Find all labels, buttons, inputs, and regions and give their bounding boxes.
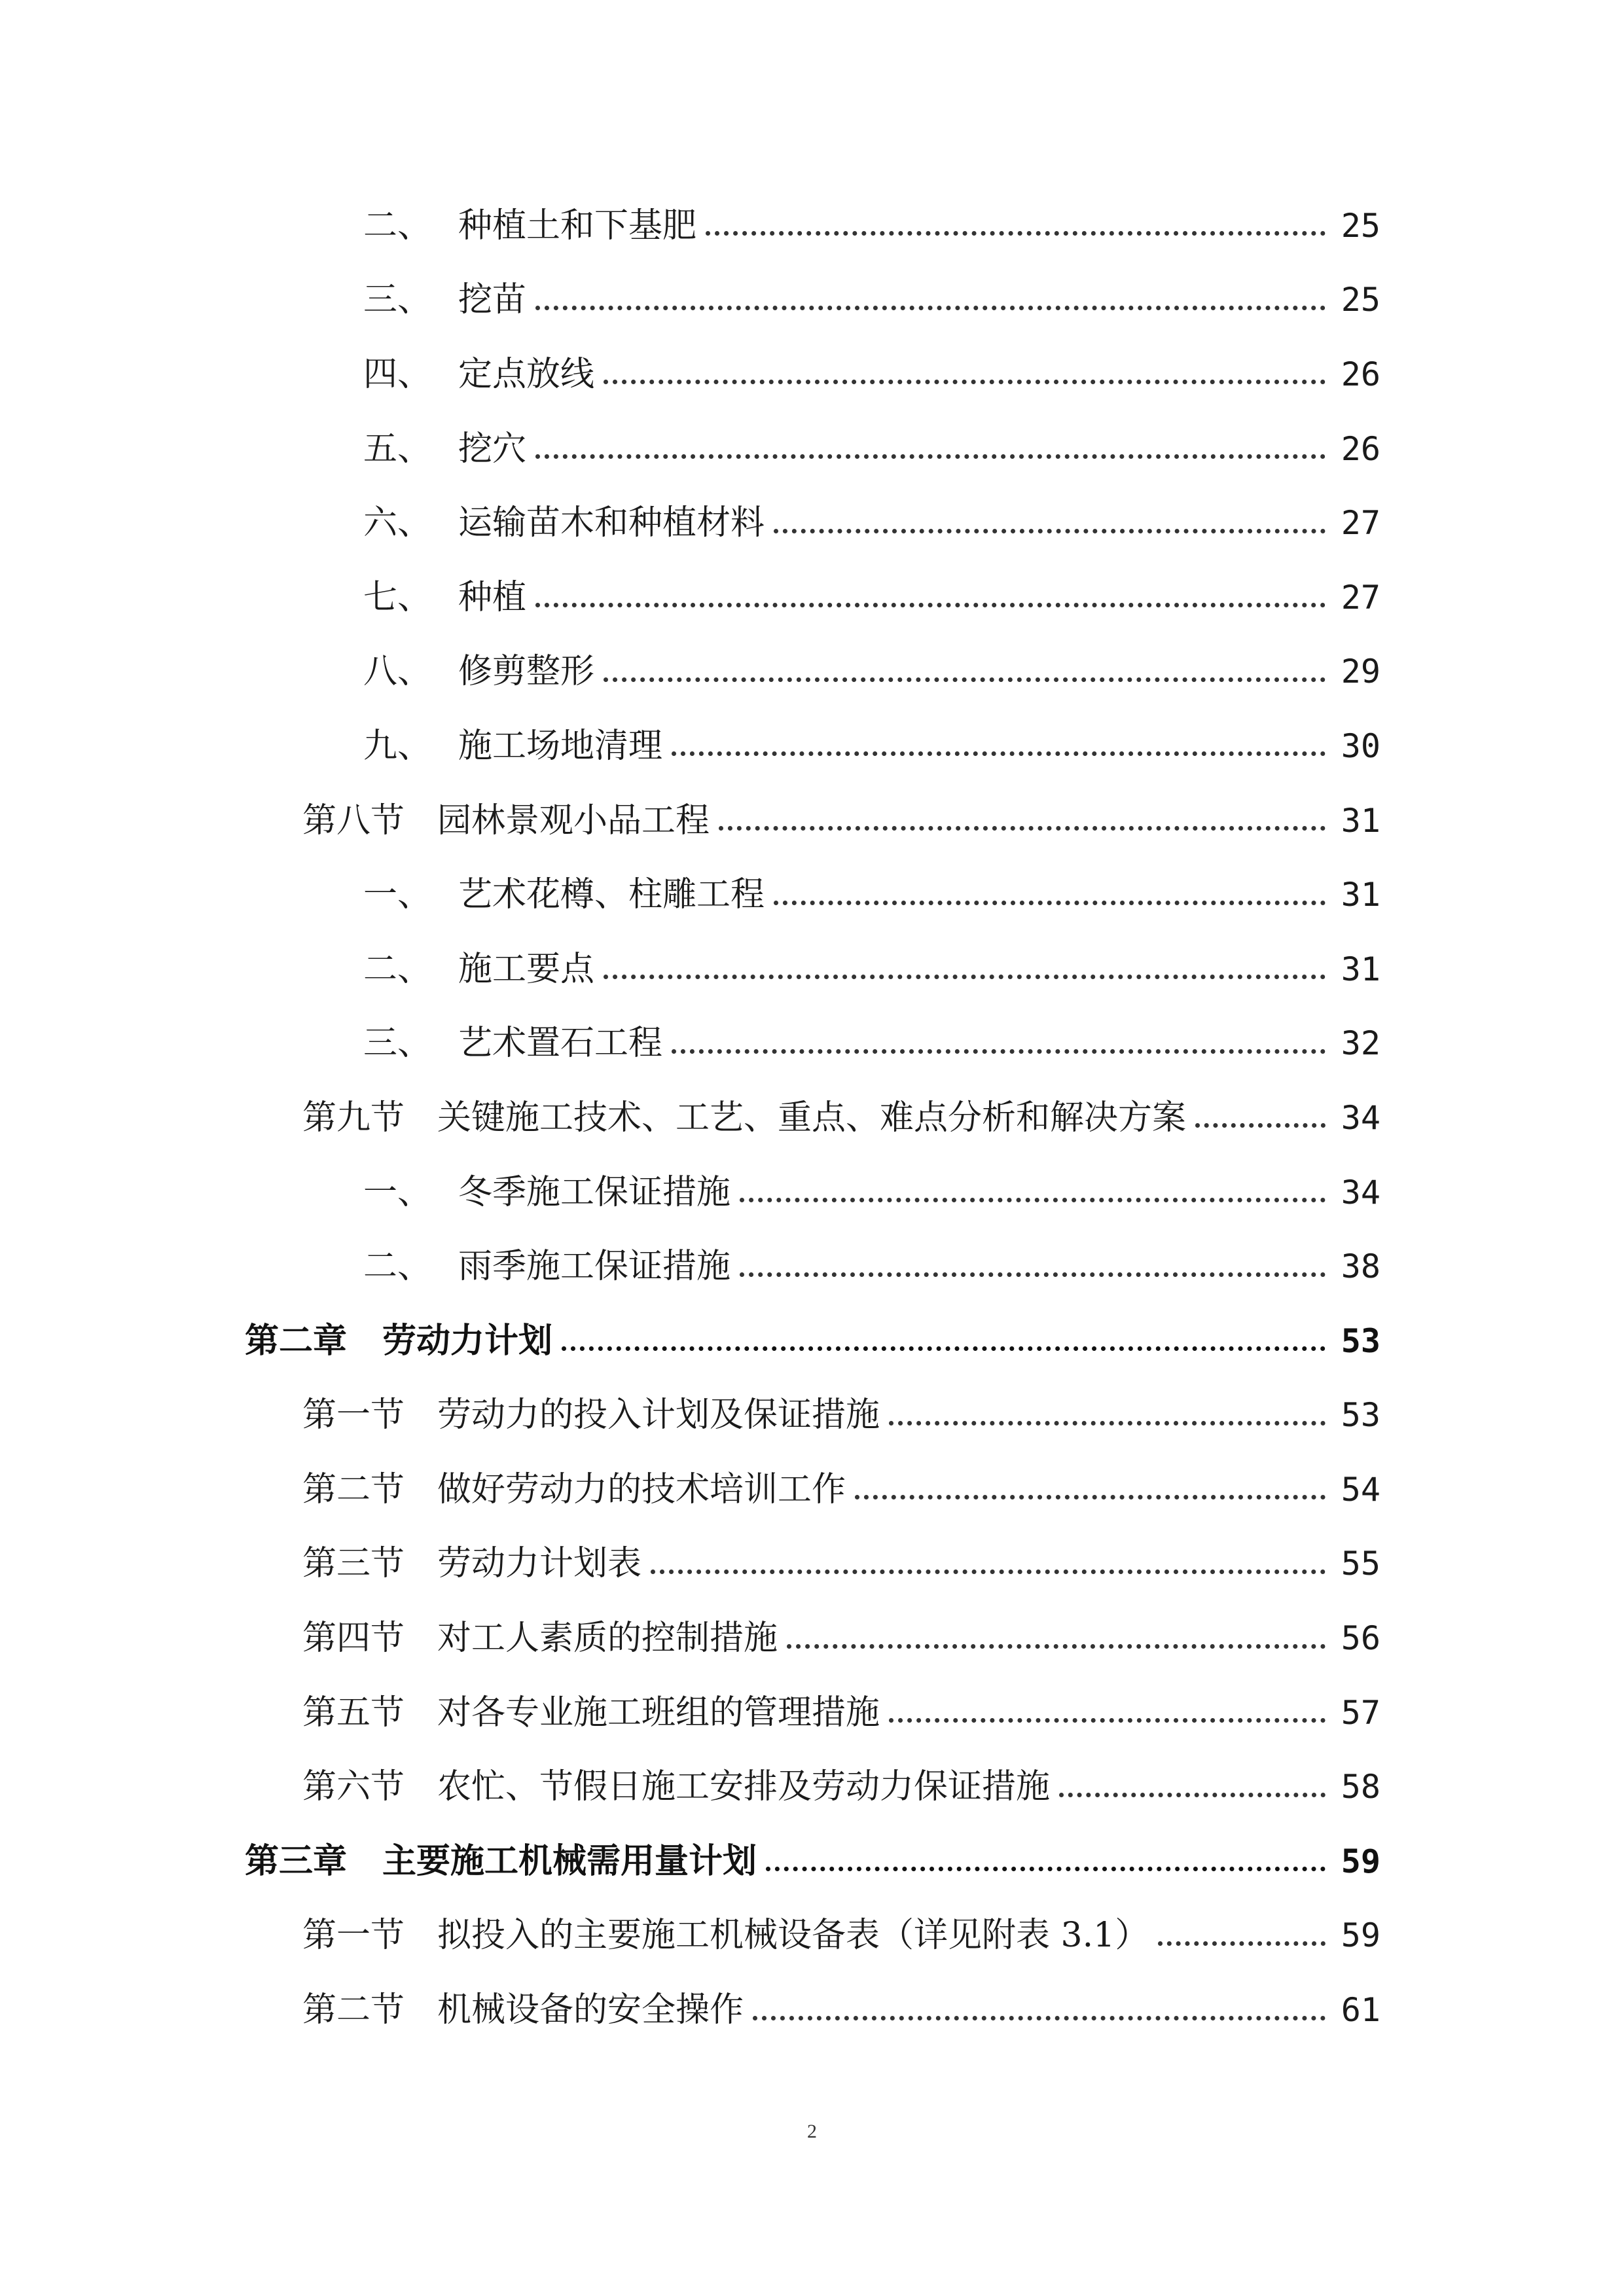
toc-entry-number: 第九节 (302, 1098, 405, 1138)
toc-entry-title[interactable]: 农忙、节假日施工安排及劳动力保证措施 (437, 1767, 1051, 1807)
toc-entry-number: 七、 (363, 577, 432, 617)
toc-entry[interactable] (0, 709, 1624, 783)
toc-entry[interactable] (0, 263, 1624, 338)
toc-entry-title[interactable]: 艺术花樽、柱雕工程 (458, 875, 765, 915)
dot-leader (535, 603, 1326, 607)
toc-entry[interactable] (0, 1601, 1624, 1676)
dot-leader (535, 306, 1326, 310)
toc-entry-title[interactable]: 种植 (458, 577, 527, 617)
dot-leader (719, 826, 1326, 831)
toc-entry-title[interactable]: 挖穴 (458, 429, 527, 469)
toc-entry-number: 三、 (363, 1024, 432, 1064)
toc-entry-number: 第三节 (302, 1544, 405, 1584)
toc-entry-number: 二、 (363, 206, 432, 245)
dot-leader (787, 1644, 1326, 1649)
dot-leader (1195, 1123, 1326, 1128)
toc-entry[interactable] (0, 560, 1624, 635)
toc-entry-title[interactable]: 对工人素质的控制措施 (437, 1619, 778, 1659)
toc-entry[interactable] (0, 1229, 1624, 1304)
toc-entry[interactable] (0, 1007, 1624, 1081)
toc-entry-number: 第一节 (302, 1916, 405, 1956)
toc-entry[interactable] (0, 1378, 1624, 1453)
toc-entry-title[interactable]: 施工要点 (458, 949, 595, 989)
dot-leader (753, 2016, 1326, 2020)
dot-leader (855, 1495, 1326, 1499)
toc-entry-number: 五、 (363, 429, 432, 469)
toc-entry[interactable] (0, 337, 1624, 412)
toc-entry[interactable] (0, 932, 1624, 1007)
toc-entry-page: 34 (1341, 1098, 1380, 1137)
toc-entry-page: 31 (1341, 801, 1380, 840)
toc-entry-title[interactable]: 修剪整形 (458, 652, 595, 692)
toc-entry-page: 30 (1341, 726, 1380, 765)
toc-entry-page: 26 (1341, 355, 1380, 393)
toc-entry-page: 32 (1341, 1024, 1380, 1063)
toc-entry-title[interactable]: 挖苗 (458, 280, 527, 320)
dot-leader (651, 1570, 1326, 1574)
toc-entry-page: 56 (1341, 1619, 1380, 1658)
toc-entry-number: 二、 (363, 1247, 432, 1287)
toc-entry-page: 57 (1341, 1693, 1380, 1732)
toc-entry[interactable] (0, 1081, 1624, 1155)
toc-entry-page: 25 (1341, 281, 1380, 319)
toc-entry-title[interactable]: 拟投入的主要施工机械设备表（详见附表 3.1） (437, 1916, 1149, 1956)
toc-entry[interactable] (0, 412, 1624, 486)
dot-leader (604, 975, 1326, 979)
dot-leader (562, 1346, 1326, 1351)
toc-entry-number: 第八节 (302, 800, 405, 840)
dot-leader (604, 677, 1326, 682)
toc-entry-page: 25 (1341, 206, 1380, 245)
toc-entry-number: 一、 (363, 1172, 432, 1212)
dot-leader (1158, 1941, 1326, 1946)
toc-entry-page: 58 (1341, 1768, 1380, 1806)
toc-entry[interactable] (0, 783, 1624, 858)
toc-entry[interactable] (0, 1824, 1624, 1899)
dot-leader (604, 380, 1326, 384)
toc-entry-page: 27 (1341, 504, 1380, 543)
toc-entry[interactable] (0, 635, 1624, 709)
toc-entry-title[interactable]: 施工场地清理 (458, 726, 663, 766)
toc-entry-page: 38 (1341, 1247, 1380, 1286)
toc-entry-title[interactable]: 劳动力的投入计划及保证措施 (437, 1395, 880, 1435)
toc-entry-page: 31 (1341, 950, 1380, 988)
dot-leader (774, 901, 1326, 905)
toc-entry-number: 八、 (363, 652, 432, 692)
toc-entry-page: 54 (1341, 1470, 1380, 1509)
toc-entry-page: 61 (1341, 1991, 1380, 2030)
toc-entry-title[interactable]: 机械设备的安全操作 (437, 1990, 744, 2030)
toc-entry-title[interactable]: 运输苗木和种植材料 (458, 503, 765, 543)
dot-leader (535, 454, 1326, 459)
toc-entry-title[interactable]: 主要施工机械需用量计划 (382, 1840, 757, 1881)
dot-leader (766, 1867, 1326, 1871)
toc-entry-title[interactable]: 雨季施工保证措施 (458, 1247, 731, 1287)
toc-entry-number: 三、 (363, 280, 432, 320)
toc-entry-title[interactable]: 定点放线 (458, 354, 595, 394)
toc-entry[interactable] (0, 188, 1624, 263)
dot-leader (1059, 1793, 1326, 1797)
page-number: 2 (807, 2121, 817, 2142)
toc-entry-number: 二、 (363, 949, 432, 989)
toc-entry-title[interactable]: 冬季施工保证措施 (458, 1172, 731, 1212)
toc-entry-page: 29 (1341, 653, 1380, 691)
toc-entry-number: 第一节 (302, 1395, 405, 1435)
toc-entry-number: 一、 (363, 875, 432, 915)
dot-leader (774, 529, 1326, 533)
toc-entry-page: 59 (1341, 1842, 1380, 1880)
dot-leader (740, 1272, 1326, 1277)
toc-entry-number: 第六节 (302, 1767, 405, 1807)
toc-entry-page: 55 (1341, 1545, 1380, 1583)
toc-entry-title[interactable]: 艺术置石工程 (458, 1024, 663, 1064)
toc-entry-page: 31 (1341, 876, 1380, 914)
toc-entry-number: 第四节 (302, 1619, 405, 1659)
toc-entry-page: 27 (1341, 578, 1380, 617)
toc-entry-title[interactable]: 种植土和下基肥 (458, 206, 697, 245)
dot-leader (740, 1198, 1326, 1202)
table-of-contents (0, 188, 1624, 2047)
toc-entry-number: 四、 (363, 354, 432, 394)
toc-entry-number: 九、 (363, 726, 432, 766)
toc-entry[interactable] (0, 1676, 1624, 1750)
toc-entry-title[interactable]: 劳动力计划表 (437, 1544, 642, 1584)
dot-leader (889, 1718, 1326, 1723)
toc-entry-page: 26 (1341, 429, 1380, 468)
toc-entry[interactable] (0, 1452, 1624, 1527)
toc-entry-title[interactable]: 做好劳动力的技术培训工作 (437, 1469, 846, 1509)
toc-entry[interactable] (0, 1304, 1624, 1378)
toc-entry-number: 第五节 (302, 1693, 405, 1732)
toc-entry[interactable] (0, 1749, 1624, 1824)
toc-entry[interactable] (0, 1899, 1624, 1973)
toc-entry-number: 第二章 (245, 1320, 348, 1361)
toc-entry[interactable] (0, 1527, 1624, 1602)
toc-entry-title[interactable]: 劳动力计划 (382, 1320, 553, 1361)
toc-entry-number: 六、 (363, 503, 432, 543)
toc-entry-number: 第三章 (245, 1840, 348, 1881)
dot-leader (672, 751, 1326, 756)
toc-entry-page: 53 (1341, 1321, 1380, 1360)
toc-entry-page: 59 (1341, 1916, 1380, 1955)
dot-leader (889, 1421, 1326, 1426)
toc-entry-page: 53 (1341, 1396, 1380, 1435)
toc-entry-title[interactable]: 园林景观小品工程 (437, 800, 710, 840)
toc-entry-page: 34 (1341, 1173, 1380, 1211)
dot-leader (672, 1049, 1326, 1054)
toc-entry[interactable] (0, 1973, 1624, 2047)
toc-entry[interactable] (0, 1155, 1624, 1230)
toc-entry-number: 第二节 (302, 1469, 405, 1509)
toc-entry-title[interactable]: 对各专业施工班组的管理措施 (437, 1693, 880, 1732)
toc-entry-title[interactable]: 关键施工技术、工艺、重点、难点分析和解决方案 (437, 1098, 1187, 1138)
toc-entry[interactable] (0, 857, 1624, 932)
toc-entry[interactable] (0, 486, 1624, 560)
dot-leader (706, 231, 1326, 236)
toc-entry-number: 第二节 (302, 1990, 405, 2030)
